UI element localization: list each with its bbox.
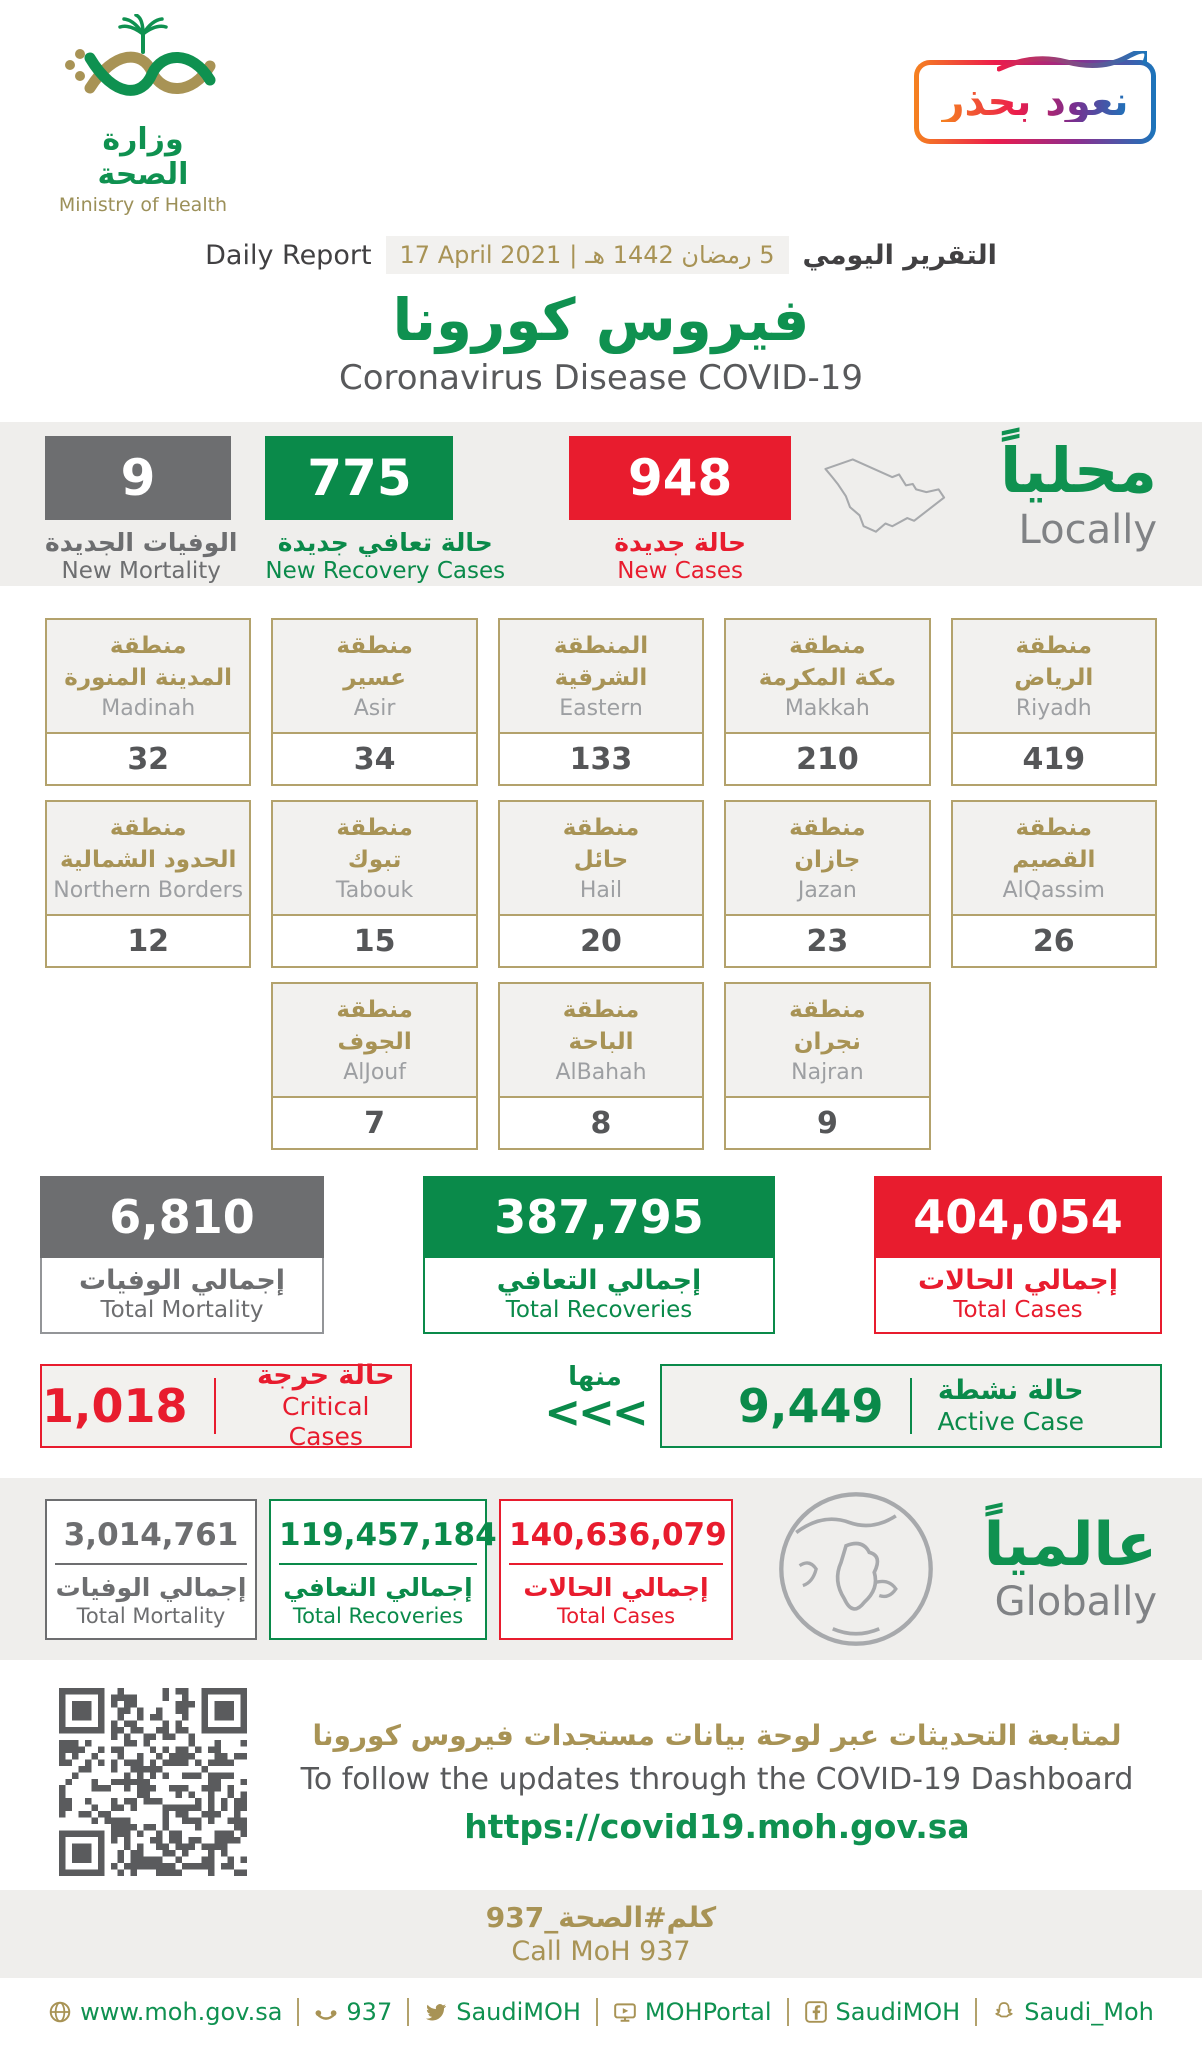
active-cases-value: 9,449 bbox=[738, 1379, 884, 1433]
logo-english-text: Ministry of Health bbox=[58, 194, 228, 216]
region-card-makkah bbox=[724, 618, 930, 786]
total-recoveries-label-ar: إجمالي التعافي bbox=[496, 1265, 702, 1296]
region-name-en: AlQassim bbox=[1002, 877, 1105, 903]
region-name-ar: عسير bbox=[343, 664, 406, 691]
social-label: MOHPortal bbox=[644, 1998, 772, 2026]
globally-label bbox=[983, 1509, 1157, 1625]
dashboard-line-en: To follow the updates through the COVID-19 Dashboard bbox=[300, 1761, 1134, 1797]
social-label: SaudiMOH bbox=[456, 1998, 581, 2026]
global-cases-label-en: Total Cases bbox=[556, 1603, 676, 1628]
globally-label-en: Globally bbox=[994, 1578, 1157, 1625]
saudi-arabia-map-icon bbox=[805, 434, 955, 568]
region-value: 7 bbox=[364, 1105, 386, 1141]
new-cases-value: 948 bbox=[569, 436, 791, 520]
total-mortality-label-en: Total Mortality bbox=[100, 1297, 264, 1323]
region-card-eastern bbox=[498, 618, 704, 786]
report-date-separator: | bbox=[569, 241, 578, 269]
globe-icon bbox=[773, 1486, 939, 1652]
dashboard-text bbox=[277, 1719, 1157, 1846]
new-mortality-stat bbox=[45, 436, 237, 586]
region-name-ar: منطقة bbox=[336, 815, 413, 842]
new-recoveries-label-en: New Recovery Cases bbox=[265, 558, 506, 584]
region-name-ar: منطقة bbox=[336, 997, 413, 1024]
social-label: Saudi_Moh bbox=[1024, 1998, 1154, 2026]
social-label: 937 bbox=[346, 1998, 393, 2026]
of-which-label-ar: منها bbox=[568, 1362, 622, 1392]
region-name-ar: الجوف bbox=[337, 1028, 412, 1055]
region-value: 210 bbox=[796, 741, 859, 777]
total-mortality-label-ar: إجمالي الوفيات bbox=[78, 1265, 286, 1296]
region-card-northern-borders bbox=[45, 800, 251, 968]
mohportal-link[interactable] bbox=[596, 1998, 787, 2026]
region-name-ar: الباحة bbox=[568, 1028, 634, 1055]
global-cases-box bbox=[499, 1499, 733, 1640]
region-card-madinah bbox=[45, 618, 251, 786]
region-name-en: Riyadh bbox=[1015, 695, 1092, 721]
globe-icon bbox=[48, 2000, 72, 2024]
region-name-ar: منطقة bbox=[1015, 633, 1093, 660]
new-cases-stat bbox=[569, 436, 791, 586]
region-card-asir bbox=[271, 618, 477, 786]
total-cases-value: 404,054 bbox=[874, 1176, 1162, 1258]
region-value: 34 bbox=[353, 741, 396, 777]
global-mortality-value: 3,014,761 bbox=[55, 1509, 247, 1565]
call-moh-label-en: Call MoH 937 bbox=[511, 1936, 691, 1967]
total-recoveries-value: 387,795 bbox=[423, 1176, 775, 1258]
region-name-ar: تبوك bbox=[347, 846, 402, 873]
total-cases-box bbox=[874, 1176, 1162, 1334]
region-name-ar: منطقة bbox=[562, 997, 640, 1024]
new-recoveries-label-ar: حالة تعافي جديدة bbox=[277, 528, 493, 557]
page-title-english: Coronavirus Disease COVID-19 bbox=[338, 358, 863, 398]
region-name-en: Asir bbox=[353, 695, 396, 721]
phone-link[interactable] bbox=[297, 1998, 407, 2026]
global-cases-label-ar: إجمالي الحالات bbox=[523, 1572, 709, 1602]
region-name-en: AlBahah bbox=[555, 1059, 647, 1085]
locally-label-ar: محلياً bbox=[1000, 434, 1157, 507]
website-link[interactable] bbox=[33, 1998, 297, 2026]
region-value: 23 bbox=[806, 923, 849, 959]
globally-label-ar: عالمياً bbox=[983, 1509, 1157, 1580]
region-name-en: Eastern bbox=[559, 695, 643, 721]
region-name-ar: القصيم bbox=[1012, 846, 1096, 873]
new-recoveries-value: 775 bbox=[265, 436, 453, 520]
global-cases-value: 140,636,079 bbox=[509, 1509, 723, 1565]
total-cases-label-ar: إجمالي الحالات bbox=[917, 1265, 1119, 1296]
region-name-ar: المنطقة bbox=[553, 633, 649, 660]
local-totals bbox=[40, 1176, 1162, 1334]
global-recoveries-label-en: Total Recoveries bbox=[292, 1603, 464, 1628]
total-cases-label-en: Total Cases bbox=[953, 1297, 1083, 1323]
region-name-en: Tabouk bbox=[335, 877, 414, 903]
status-row bbox=[0, 1360, 1202, 1452]
region-name-en: Madinah bbox=[101, 695, 196, 721]
dashboard-url-link[interactable]: https://covid19.moh.gov.sa bbox=[464, 1806, 970, 1846]
region-card-riyadh bbox=[951, 618, 1157, 786]
critical-cases-box bbox=[40, 1359, 412, 1452]
snapchat-icon bbox=[992, 2000, 1016, 2024]
social-label: SaudiMOH bbox=[835, 1998, 961, 2026]
divider bbox=[910, 1378, 912, 1434]
total-recoveries-label-en: Total Recoveries bbox=[505, 1297, 693, 1323]
region-card-jazan bbox=[724, 800, 930, 968]
badge-wave-icon bbox=[997, 51, 1147, 73]
of-which-indicator bbox=[540, 1362, 650, 1438]
moh-logo-icon bbox=[58, 14, 228, 122]
qr-code bbox=[59, 1688, 247, 1876]
global-mortality-label-ar: إجمالي الوفيات bbox=[55, 1572, 247, 1602]
region-value: 26 bbox=[1032, 923, 1075, 959]
region-name-ar: منطقة bbox=[562, 815, 640, 842]
locally-label bbox=[1000, 434, 1157, 554]
region-value: 8 bbox=[590, 1105, 612, 1141]
region-value: 32 bbox=[127, 741, 170, 777]
region-name-ar: منطقة bbox=[789, 633, 866, 660]
regions-grid bbox=[45, 618, 1157, 1150]
facebook-link[interactable] bbox=[787, 1998, 976, 2026]
region-name-ar: منطقة bbox=[789, 997, 866, 1024]
region-name-en: AlJouf bbox=[343, 1059, 406, 1085]
chevron-left-arrows-icon: <<< bbox=[544, 1387, 646, 1438]
region-name-ar: المدينة المنورة bbox=[64, 664, 233, 691]
region-name-ar: حائل bbox=[573, 846, 629, 873]
region-value: 15 bbox=[353, 923, 396, 959]
moh-logo bbox=[58, 14, 228, 216]
page-title-arabic: فيروس كورونا bbox=[392, 286, 810, 354]
daily-report-label-ar: التقرير اليومي bbox=[802, 239, 997, 271]
facebook-icon bbox=[804, 2000, 828, 2024]
globally-section bbox=[0, 1478, 1202, 1660]
region-name-en: Makkah bbox=[784, 695, 870, 721]
dashboard-section bbox=[45, 1684, 1157, 1880]
report-date bbox=[386, 236, 789, 274]
locally-label-en: Locally bbox=[1018, 507, 1157, 554]
global-recoveries-value: 119,457,184 bbox=[279, 1509, 477, 1565]
badge-text: نعود بحذر bbox=[941, 79, 1129, 125]
region-card-hail bbox=[498, 800, 704, 968]
snapchat-link[interactable] bbox=[975, 1998, 1169, 2026]
region-name-ar: منطقة bbox=[1015, 815, 1093, 842]
call-moh-hashtag-ar: كلم#الصحة_937 bbox=[485, 1901, 717, 1934]
global-mortality-label-en: Total Mortality bbox=[76, 1603, 226, 1628]
region-name-ar: منطقة bbox=[109, 815, 187, 842]
new-cases-label-ar: حالة جديدة bbox=[614, 528, 746, 557]
region-name-ar: الحدود الشمالية bbox=[59, 846, 237, 873]
new-recoveries-stat bbox=[265, 436, 505, 586]
phone-icon bbox=[314, 2000, 338, 2024]
new-mortality-label-ar: الوفيات الجديدة bbox=[45, 528, 238, 557]
region-card-alqassim bbox=[951, 800, 1157, 968]
region-value: 419 bbox=[1022, 741, 1086, 777]
report-date-hijri: 5 رمضان 1442 هـ bbox=[585, 241, 775, 269]
new-cases-label-en: New Cases bbox=[617, 558, 743, 584]
region-value: 12 bbox=[127, 923, 170, 959]
global-recoveries-label-ar: إجمالي التعافي bbox=[283, 1572, 473, 1602]
active-cases-box bbox=[660, 1364, 1162, 1448]
total-recoveries-box bbox=[423, 1176, 775, 1334]
header bbox=[0, 0, 1202, 232]
return-with-caution-badge bbox=[914, 60, 1156, 144]
region-name-en: Hail bbox=[579, 877, 623, 903]
region-card-najran bbox=[724, 982, 930, 1150]
call-moh-band bbox=[0, 1890, 1202, 1978]
global-mortality-box bbox=[45, 1499, 257, 1640]
critical-cases-label-en: Critical Cases bbox=[282, 1392, 370, 1452]
active-cases-label-ar: حالة نشطة bbox=[937, 1374, 1084, 1406]
mohportal-icon bbox=[613, 2000, 637, 2024]
region-name-ar: منطقة bbox=[789, 815, 866, 842]
region-value: 133 bbox=[569, 741, 633, 777]
global-recoveries-box bbox=[269, 1499, 497, 1640]
total-mortality-value: 6,810 bbox=[40, 1176, 324, 1258]
region-name-ar: الشرقية bbox=[554, 664, 648, 691]
report-date-gregorian: 17 April 2021 bbox=[399, 241, 562, 269]
region-name-ar: جازان bbox=[794, 846, 861, 873]
social-label: www.moh.gov.sa bbox=[80, 1998, 283, 2026]
locally-section bbox=[0, 422, 1202, 586]
divider bbox=[214, 1378, 216, 1434]
region-name-ar: منطقة bbox=[336, 633, 413, 660]
region-name-en: Jazan bbox=[797, 877, 857, 903]
social-links-row bbox=[0, 1998, 1202, 2026]
region-name-ar: نجران bbox=[793, 1028, 861, 1055]
region-value: 9 bbox=[816, 1105, 838, 1141]
active-cases-label-en: Active Case bbox=[937, 1407, 1084, 1437]
region-card-tabouk bbox=[271, 800, 477, 968]
region-name-ar: مكة المكرمة bbox=[758, 664, 897, 691]
region-name-en: Najran bbox=[791, 1059, 864, 1085]
critical-cases-value: 1,018 bbox=[42, 1379, 188, 1433]
logo-arabic-text: وزارة الصحة bbox=[97, 122, 189, 192]
region-name-en: Northern Borders bbox=[53, 877, 244, 903]
region-name-ar: الرياض bbox=[1014, 664, 1094, 691]
region-card-albahah bbox=[498, 982, 704, 1150]
report-title-line bbox=[0, 236, 1202, 274]
dashboard-line-ar: لمتابعة التحديثات عبر لوحة بيانات مستجدات فيروس كورونا bbox=[312, 1718, 1122, 1752]
total-mortality-box bbox=[40, 1176, 324, 1334]
critical-cases-label-ar: حالة حرجة bbox=[256, 1359, 395, 1391]
twitter-icon bbox=[424, 2000, 448, 2024]
twitter-link[interactable] bbox=[407, 1998, 596, 2026]
new-mortality-label-en: New Mortality bbox=[61, 558, 221, 584]
region-card-aljouf bbox=[271, 982, 477, 1150]
daily-report-label-en: Daily Report bbox=[205, 239, 372, 271]
region-value: 20 bbox=[580, 923, 622, 959]
region-name-ar: منطقة bbox=[109, 633, 187, 660]
new-mortality-value: 9 bbox=[45, 436, 231, 520]
